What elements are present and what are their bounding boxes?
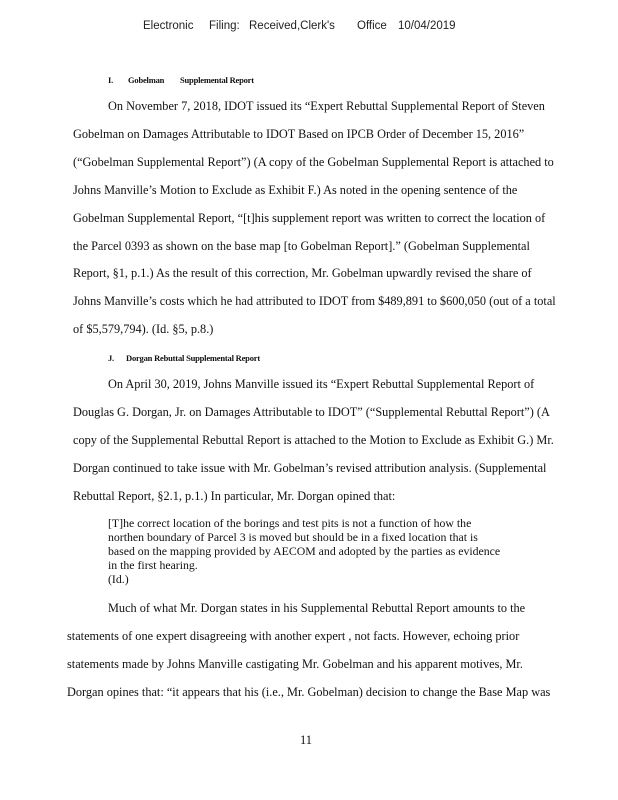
section-i-number: I. — [108, 75, 114, 85]
quote-line: northen boundary of Parcel 3 is moved but should be in a fixed location that is — [108, 530, 478, 544]
paragraph-line: Much of what Mr. Dorgan states in his Supplemental Rebuttal Report amounts to the — [108, 601, 526, 615]
quote-line: [T]he correct location of the borings and test pits is not a function of how the — [108, 516, 472, 530]
paragraph-line: Johns Manville’s Motion to Exclude as Exhibit F.) As noted in the opening sentence of the — [73, 183, 518, 197]
quote-line: based on the mapping provided by AECOM and adopted by the parties as evidence — [108, 544, 501, 558]
paragraph-line: Gobelman on Damages Attributable to IDOT Based on IPCB Order of December 15, 2016” — [73, 127, 525, 141]
paragraph-line: Dorgan continued to take issue with Mr. Gobelman’s revised attribution analysis. (Supplemental — [73, 461, 547, 475]
header-date: 10/04/2019 — [398, 20, 456, 32]
paragraph-line: Gobelman Supplemental Report, “[t]his supplement report was written to correct the location of — [73, 211, 546, 225]
section-i-name: Gobelman — [128, 75, 165, 85]
quote-line: in the first hearing. — [108, 558, 198, 572]
paragraph-line: of $5,579,794). (Id. §5, p.8.) — [73, 322, 214, 336]
paragraph-line: the Parcel 0393 as shown on the base map [to Gobelman Report].” (Gobelman Supplemental — [73, 239, 530, 253]
paragraph-line: Rebuttal Report, §2.1, p.1.) In particular, Mr. Dorgan opined that: — [73, 489, 396, 503]
paragraph-line: (“Gobelman Supplemental Report”) (A copy of the Gobelman Supplemental Report is attached to — [73, 155, 554, 169]
header-electronic: Electronic — [143, 20, 194, 32]
header-received-clerk: Received,Clerk's — [249, 20, 335, 32]
paragraph-line: Johns Manville’s costs which he had attributed to IDOT from $489,891 to $600,050 (out of a total — [73, 294, 556, 308]
paragraph-line: Dorgan opines that: “it appears that his (i.e., Mr. Gobelman) decision to change the Base Map was — [67, 685, 551, 699]
paragraph-line: On November 7, 2018, IDOT issued its “Expert Rebuttal Supplemental Report of Steven — [108, 99, 545, 113]
paragraph-line: Douglas G. Dorgan, Jr. on Damages Attributable to IDOT” (“Supplemental Rebuttal Report”) (A — [73, 405, 550, 419]
paragraph-line: Report, §1, p.1.) As the result of this correction, Mr. Gobelman upwardly revised the share of — [73, 266, 532, 280]
section-j-title: Dorgan Rebuttal Supplemental Report — [126, 353, 260, 363]
page-number: 11 — [300, 733, 313, 747]
paragraph-line: copy of the Supplemental Rebuttal Report is attached to the Motion to Exclude as Exhibit G.) Mr. — [73, 433, 554, 447]
paragraph-line: statements of one expert disagreeing with another expert , not facts. However, echoing prior — [67, 629, 520, 643]
quote-citation: (Id.) — [108, 572, 129, 586]
header-filing: Filing: — [209, 20, 240, 32]
section-i-rest: Supplemental Report — [180, 75, 254, 85]
paragraph-line: statements made by Johns Manville castigating Mr. Gobelman and his apparent motives, Mr. — [67, 657, 523, 671]
header-office: Office — [357, 20, 387, 32]
paragraph-line: On April 30, 2019, Johns Manville issued its “Expert Rebuttal Supplemental Report of — [108, 377, 535, 391]
section-j-number: J. — [108, 353, 114, 363]
